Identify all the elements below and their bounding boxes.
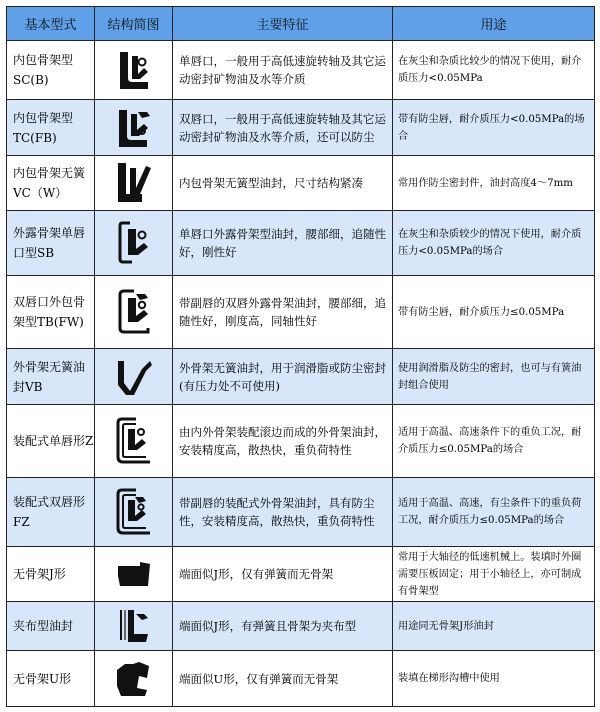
usage-cell: 用途同无骨架J形油封 xyxy=(393,602,595,651)
header-type: 基本型式 xyxy=(7,7,95,41)
features-cell: 内包骨架无簧型油封，尺寸结构紧凑 xyxy=(173,156,393,211)
table-row xyxy=(7,478,595,547)
usage-cell: 带有防尘唇，耐介质压力<0.05MPa的场合 xyxy=(393,100,595,156)
header-diagram: 结构简图 xyxy=(95,7,173,41)
usage-cell: 适用于高温、高速条件下的重负工况，耐介质压力≤0.05MPa的场合 xyxy=(393,405,595,478)
j-seal-icon xyxy=(112,558,156,590)
type-cell: 双唇口外包骨架型TB(FW) xyxy=(7,276,95,349)
table-row xyxy=(7,276,595,349)
type-cell: 夹布型油封 xyxy=(7,602,95,651)
features-cell: 端面似U形，仅有弹簧而无骨架 xyxy=(173,651,393,707)
usage-cell: 带有防尘唇，耐介质压力≤0.05MPa xyxy=(393,276,595,349)
type-cell: 外露骨架单唇口型SB xyxy=(7,211,95,276)
type-cell: 内包骨架无簧VC（W） xyxy=(7,156,95,211)
table-row xyxy=(7,405,595,478)
features-cell: 带副唇的双唇外露骨架油封，腰部细，追随性好，刚度高，同轴性好 xyxy=(173,276,393,349)
table-row xyxy=(7,100,595,156)
vb-seal-icon xyxy=(112,355,156,399)
table-header-row xyxy=(7,7,595,41)
fabric-seal-icon xyxy=(112,606,156,646)
table-row xyxy=(7,211,595,276)
features-cell: 端面似J形，仅有弹簧而无骨架 xyxy=(173,547,393,602)
features-cell: 单唇口外露骨架型油封，腰部细，追随性好，刚性好 xyxy=(173,211,393,276)
type-cell: 无骨架J形 xyxy=(7,547,95,602)
usage-cell: 装填在梯形沟槽中使用 xyxy=(393,651,595,707)
features-cell: 端面似J形，有弹簧且骨架为夹布型 xyxy=(173,602,393,651)
table-row xyxy=(7,602,595,651)
table-row xyxy=(7,41,595,100)
type-cell: 内包骨架型SC(B) xyxy=(7,41,95,100)
table-row xyxy=(7,651,595,707)
usage-cell: 在灰尘和杂质比较少的情况下使用，耐介质压力<0.05MPa xyxy=(393,41,595,100)
tc-seal-icon xyxy=(114,106,154,150)
type-cell: 内包骨架型TC(FB) xyxy=(7,100,95,156)
features-cell: 双唇口，一般用于高低速旋转轴及其它运动密封矿物油及水等介质，还可以防尘 xyxy=(173,100,393,156)
vc-seal-icon xyxy=(114,160,154,206)
header-features: 主要特征 xyxy=(173,7,393,41)
features-cell: 单唇口，一般用于高低速旋转轴及其它运动密封矿物油及水等介质 xyxy=(173,41,393,100)
usage-cell: 在灰尘和杂质较少的情况下使用，耐介质压力<0.05MPa的场合 xyxy=(393,211,595,276)
tb-seal-icon xyxy=(112,286,156,338)
usage-cell: 适用于高温、高速，有尘条件下的重负荷工况，耐介质压力≤0.05MPa的场合 xyxy=(393,478,595,547)
usage-cell: 使用润滑脂及防尘的密封，也可与有簧油封组合使用 xyxy=(393,349,595,405)
type-cell: 外骨架无簧油封VB xyxy=(7,349,95,405)
seal-type-table xyxy=(6,6,595,707)
type-cell: 装配式单唇形Z xyxy=(7,405,95,478)
features-cell: 外骨架无簧油封，用于润滑脂或防尘密封(有压力处不可使用) xyxy=(173,349,393,405)
usage-cell: 常用作防尘密封件，油封高度4～7mm xyxy=(393,156,595,211)
header-usage: 用途 xyxy=(393,7,595,41)
features-cell: 由内外骨架装配滚边而成的外骨架油封，安装精度高，散热快，重负荷特性 xyxy=(173,405,393,478)
u-seal-icon xyxy=(111,658,157,700)
fz-seal-icon xyxy=(112,486,156,538)
usage-cell: 常用于大轴径的低速机械上。装填时外圈需要压板固定；用于小轴径上，亦可制成有骨架型 xyxy=(393,547,595,602)
sc-seal-icon xyxy=(114,48,154,92)
type-cell: 无骨架U形 xyxy=(7,651,95,707)
table-row xyxy=(7,156,595,211)
table-row xyxy=(7,547,595,602)
type-cell: 装配式双唇形FZ xyxy=(7,478,95,547)
features-cell: 带副唇的装配式外骨架油封，具有防尘性，安装精度高，散热快，重负荷特性 xyxy=(173,478,393,547)
sb-seal-icon xyxy=(114,219,154,267)
z-seal-icon xyxy=(112,415,156,467)
table-row xyxy=(7,349,595,405)
